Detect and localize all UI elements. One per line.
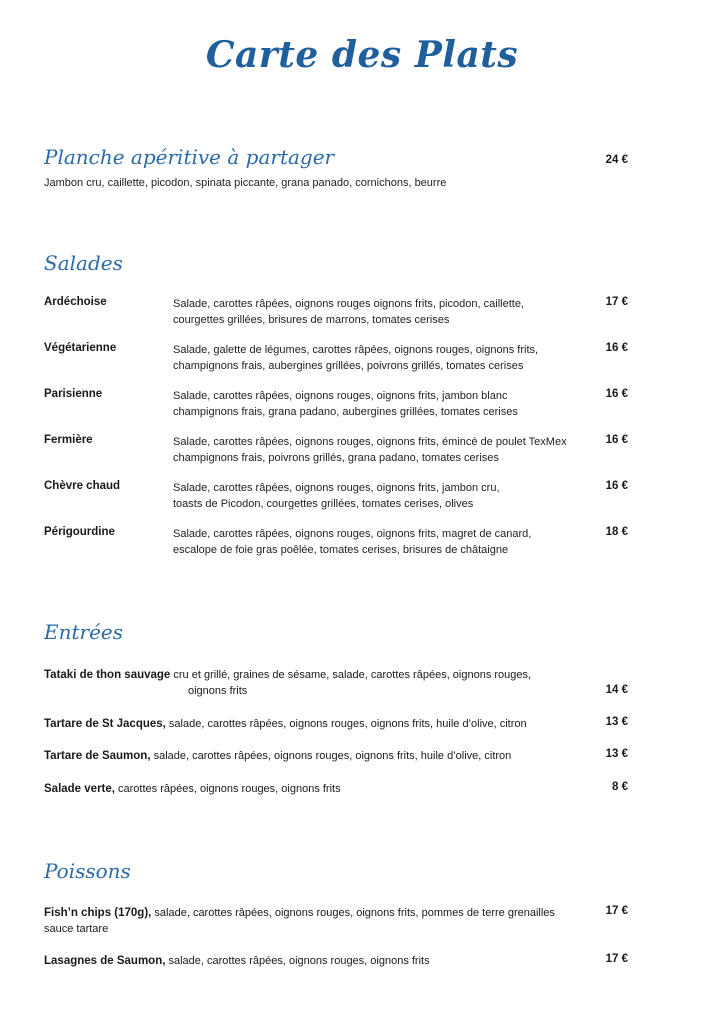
planche-price: 24 € — [605, 154, 628, 166]
planche-description: Jambon cru, caillette, picodon, spinata piccante, grana panado, cornichons, beurre — [44, 177, 447, 189]
item-description: Salade, carottes râpées, oignons rouges, oignons frits, jambon blanc — [173, 390, 508, 402]
section-heading-poissons: Poissons — [44, 859, 131, 883]
item-description-cont: toasts de Picodon, courgettes grillées, tomates cerises, olives — [173, 498, 474, 510]
menu-item — [44, 781, 628, 797]
item-name: Fermière — [44, 434, 93, 446]
item-name: Végétarienne — [44, 342, 117, 354]
section-heading-entrees: Entrées — [44, 620, 124, 644]
item-price: 16 € — [605, 388, 628, 400]
item-description: Salade, galette de légumes, carottes râpées, oignons rouges, oignons frits, — [173, 344, 539, 356]
item-description: Salade, carottes râpées, oignons rouges oignons frits, picodon, caillette, — [173, 298, 524, 310]
menu-item — [44, 905, 628, 937]
item-name: Fish’n chips (170g), — [44, 907, 152, 919]
item-name: Chèvre chaud — [44, 480, 121, 492]
item-price: 18 € — [605, 526, 628, 538]
item-price: 8 € — [612, 781, 628, 793]
menu-item — [44, 716, 628, 732]
item-name: Tartare de Saumon, — [44, 750, 151, 762]
item-name: Ardéchoise — [44, 296, 107, 308]
item-price: 17 € — [605, 296, 628, 308]
item-name: Tataki de thon sauvage — [44, 669, 171, 681]
item-price: 13 € — [605, 748, 628, 760]
item-description: Salade, carottes râpées, oignons rouges, oignons frits, jambon cru, — [173, 482, 500, 494]
item-description-cont: champignons frais, aubergines grillées, poivrons grillés, tomates cerises — [173, 360, 524, 372]
item-description-cont: sauce tartare — [44, 923, 109, 935]
item-description: salade, carottes râpées, oignons rouges, oignons frits, pommes de terre grenailles — [151, 907, 555, 919]
item-price: 14 € — [605, 684, 628, 696]
item-price: 13 € — [605, 716, 628, 728]
item-description: salade, carottes râpées, oignons rouges, oignons frits, huile d’olive, citron — [165, 718, 527, 730]
item-description: Salade, carottes râpées, oignons rouges, oignons frits, magret de canard, — [173, 528, 532, 540]
menu-item — [44, 667, 628, 699]
item-price: 17 € — [605, 953, 628, 965]
item-description-cont: champignons frais, grana padano, aubergines grillées, tomates cerises — [173, 406, 518, 418]
item-description: cru et grillé, graines de sésame, salade, carottes râpées, oignons rouges, — [170, 669, 532, 681]
item-description: salade, carottes râpées, oignons rouges, oignons frits, huile d’olive, citron — [150, 750, 512, 762]
item-description: Salade, carottes râpées, oignons rouges, oignons frits, émincé de poulet TexMex — [173, 436, 567, 448]
section-heading-planche: Planche apéritive à partager — [44, 145, 335, 169]
item-name: Périgourdine — [44, 526, 115, 538]
item-description-cont: champignons frais, poivrons grillés, grana padano, tomates cerises — [173, 452, 499, 464]
item-price: 16 € — [605, 434, 628, 446]
item-price: 16 € — [605, 480, 628, 492]
item-description: salade, carottes râpées, oignons rouges, oignons frits — [165, 955, 430, 967]
item-price: 17 € — [605, 905, 628, 917]
menu-item — [44, 748, 628, 764]
item-description: carottes râpées, oignons rouges, oignons frits — [114, 783, 341, 795]
item-name: Lasagnes de Saumon, — [44, 955, 166, 967]
item-description-cont: oignons frits — [188, 685, 248, 697]
item-description-cont: courgettes grillées, brisures de marrons, tomates cerises — [173, 314, 450, 326]
item-description-cont: escalope de foie gras poêlée, tomates cerises, brisures de châtaigne — [173, 544, 509, 556]
item-price: 16 € — [605, 342, 628, 354]
page-title: Carte des Plats — [205, 34, 519, 76]
item-name: Tartare de St Jacques, — [44, 718, 166, 730]
item-name: Parisienne — [44, 388, 103, 400]
item-name: Salade verte, — [44, 783, 115, 795]
menu-item — [44, 953, 628, 969]
section-heading-salades: Salades — [44, 251, 123, 275]
